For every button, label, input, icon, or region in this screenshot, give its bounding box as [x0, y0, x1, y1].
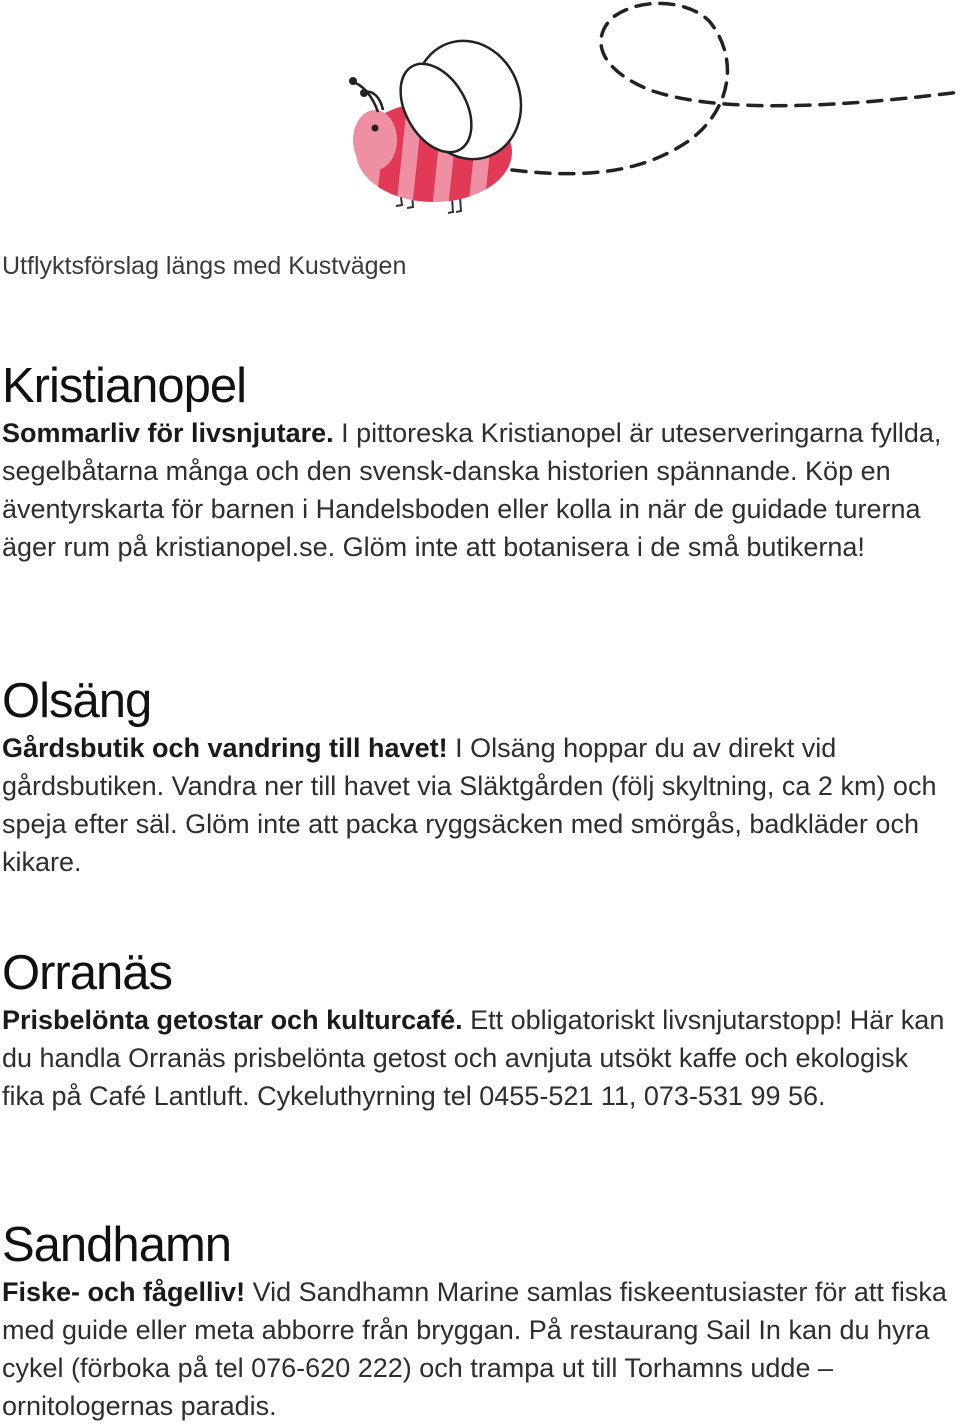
section-lead: Prisbelönta getostar och kulturcafé.: [2, 1005, 463, 1035]
page-title: Utflyktsförslag längs med Kustvägen: [2, 252, 407, 280]
section-title: Kristianopel: [2, 359, 247, 413]
section-title: Sandhamn: [2, 1218, 232, 1272]
section-lead: Gårdsbutik och vandring till havet!: [2, 733, 448, 763]
section-lead: Sommarliv för livsnjutare.: [2, 418, 334, 448]
section-body: Vid Sandhamn Marine samlas fiskeentusiaster för att fiska med guide eller meta abborre från bryggan. På restaurang Sail In kan du hyra cykel (förboka på tel 076-620 222) och trampa ut till Torhamns udde – ornitologernas paradis.: [2, 1277, 947, 1421]
flight-trail: [512, 3, 960, 173]
section-text: [2, 414, 952, 566]
section-body: I pittoreska Kristianopel är uteserveringarna fyllda, segelbåtarna många och den svensk-danska historien spännande. Köp en äventyrskarta för barnen i Handelsboden eller kolla in när de guidade turerna äger rum på kristianopel.se. Glöm inte att botanisera i de små butikerna!: [2, 418, 942, 562]
section-title: Olsäng: [2, 674, 152, 728]
section-title: Orranäs: [2, 946, 173, 1000]
section-body: I Olsäng hoppar du av direkt vid gårdsbutiken. Vandra ner till havet via Släktgården (följ skyltning, ca 2 km) och speja efter säl. Glöm inte att packa ryggsäcken med smörgås, badkläder och kikare.: [2, 733, 937, 877]
section-orranas: [2, 945, 952, 1115]
section-sandhamn: [2, 1217, 952, 1425]
bee-icon: [0, 0, 960, 230]
section-text: [2, 1273, 952, 1425]
section-text: [2, 729, 952, 881]
section-lead: Fiske- och fågelliv!: [2, 1277, 246, 1307]
section-text: [2, 1001, 952, 1115]
section-kristianopel: [2, 358, 952, 566]
section-olsang: [2, 673, 952, 881]
section-body: Ett obligatoriskt livsnjutarstopp! Här kan du handla Orranäs prisbelönta getost och avnjuta utsökt kaffe och ekologisk fika på Café Lantluft. Cykeluthyrning tel 0455-521 11, 073-531 99 56.: [2, 1005, 945, 1111]
